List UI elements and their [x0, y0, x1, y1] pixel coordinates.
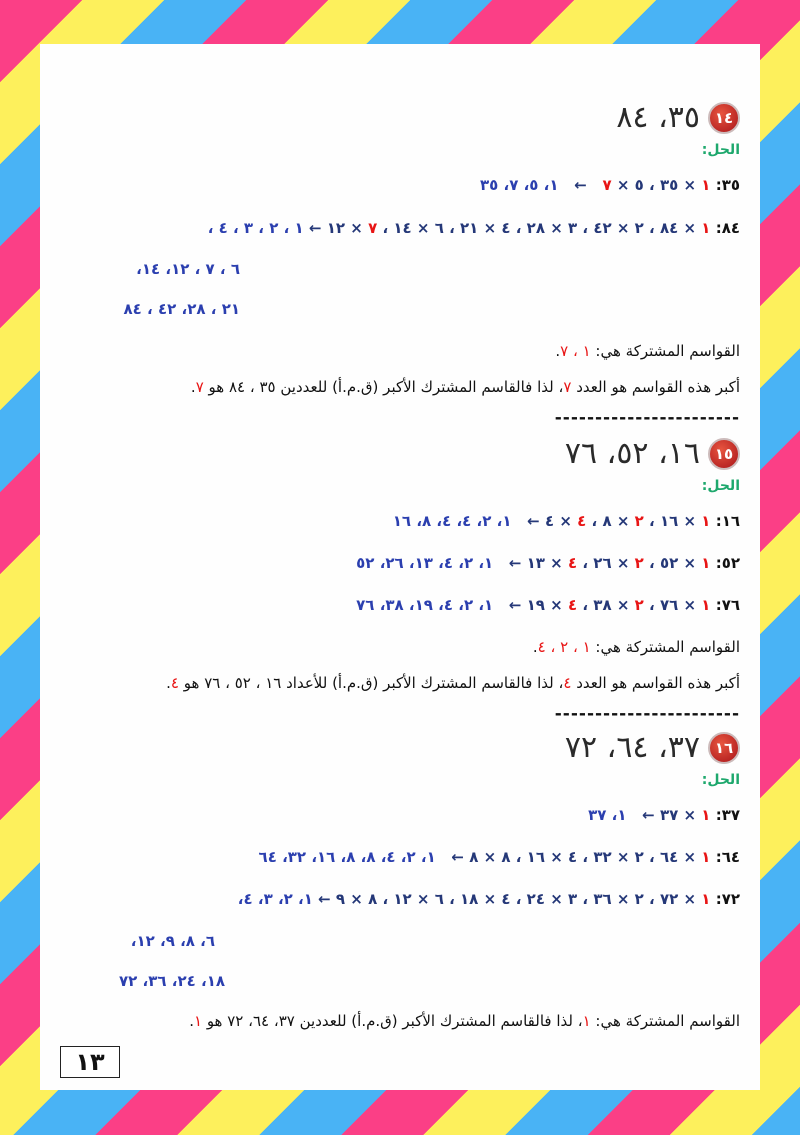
problem-14-header — [616, 100, 740, 135]
problem-title: ١٦، ٥٢، ٧٦ — [564, 436, 700, 471]
separator: ----------------------- — [554, 408, 740, 428]
solution-label: الحل: — [701, 478, 740, 494]
solution-label: الحل: — [701, 142, 740, 158]
solution-label: الحل: — [701, 772, 740, 788]
common-factors-line: القواسم المشتركة هي: ١ ، ٧. — [555, 342, 740, 360]
page-number: ١٣ — [60, 1046, 120, 1078]
factor-line: ٧٢: ١ × ٧٢ ، ٢ × ٣٦ ، ٣ × ٢٤ ، ٤ × ١٨ ، ٦ × ١٢ ، ٨ × ٩ ← ١، ٢، ٣، ٤، — [237, 890, 740, 908]
problem-title: ٣٥، ٨٤ — [616, 100, 700, 135]
common-factors-line: القواسم المشتركة هي: ١، لذا فالقاسم المشترك الأكبر (ق.م.أ) للعددين ٣٧، ٦٤، ٧٢ هو ١. — [189, 1012, 740, 1030]
factor-list-continuation: ٢١ ، ٢٨، ٤٢ ، ٨٤ — [123, 300, 240, 318]
worksheet-page — [40, 44, 760, 1090]
factor-line: ٧٦: ١ × ٧٦ ، ٢ × ٣٨ ، ٤ × ١٩ ← ١، ٢، ٤، ١٩، ٣٨، ٧٦ — [356, 596, 740, 614]
separator: ----------------------- — [554, 704, 740, 724]
problem-15-header — [565, 436, 740, 471]
problem-number-badge: ١٤ — [708, 102, 740, 134]
conclusion-line: أكبر هذه القواسم هو العدد ٧، لذا فالقاسم المشترك الأكبر (ق.م.أ) للعددين ٣٥ ، ٨٤ هو ٧. — [190, 378, 740, 396]
factor-line: ٥٢: ١ × ٥٢ ، ٢ × ٢٦ ، ٤ × ١٣ ← ١، ٢، ٤، ١٣، ٢٦، ٥٢ — [356, 554, 740, 572]
factor-line: ١٦: ١ × ١٦ ، ٢ × ٨ ، ٤ × ٤ ← ١، ٢، ٤، ٤، ٨، ١٦ — [392, 512, 740, 530]
conclusion-line: أكبر هذه القواسم هو العدد ٤، لذا فالقاسم المشترك الأكبر (ق.م.أ) للأعداد ١٦ ، ٥٢ ، ٧٦ هو ٤. — [166, 674, 740, 692]
problem-number-badge: ١٥ — [708, 438, 740, 470]
factor-list-continuation: ١٨، ٢٤، ٣٦، ٧٢ — [118, 972, 225, 990]
common-factors-line: القواسم المشتركة هي: ١ ، ٢ ، ٤. — [532, 638, 740, 656]
factor-line: ٦٤: ١ × ٦٤ ، ٢ × ٣٢ ، ٤ × ١٦ ، ٨ × ٨ ← ١، ٢، ٤، ٨، ٨، ١٦، ٣٢، ٦٤ — [258, 848, 740, 866]
factor-line: ٨٤: ١ × ٨٤ ، ٢ × ٤٢ ، ٣ × ٢٨ ، ٤ × ٢١ ، ٦ × ١٤ ، ٧ × ١٢ ← ١ ، ٢ ، ٣ ، ٤ ، — [207, 219, 740, 237]
factor-list-continuation: ٦، ٨، ٩، ١٢، — [130, 932, 215, 950]
factor-list-continuation: ٦ ، ٧ ، ١٢، ١٤، — [136, 260, 240, 278]
problem-title: ٣٧، ٦٤، ٧٢ — [564, 730, 700, 765]
factor-line: ٣٥: ١ × ٣٥ ، ٥ × ٧ ← ١، ٥، ٧، ٣٥ — [479, 176, 740, 194]
factor-line: ٣٧: ١ × ٣٧ ← ١، ٣٧ — [588, 806, 740, 824]
problem-16-header — [565, 730, 740, 765]
problem-number-badge: ١٦ — [708, 732, 740, 764]
